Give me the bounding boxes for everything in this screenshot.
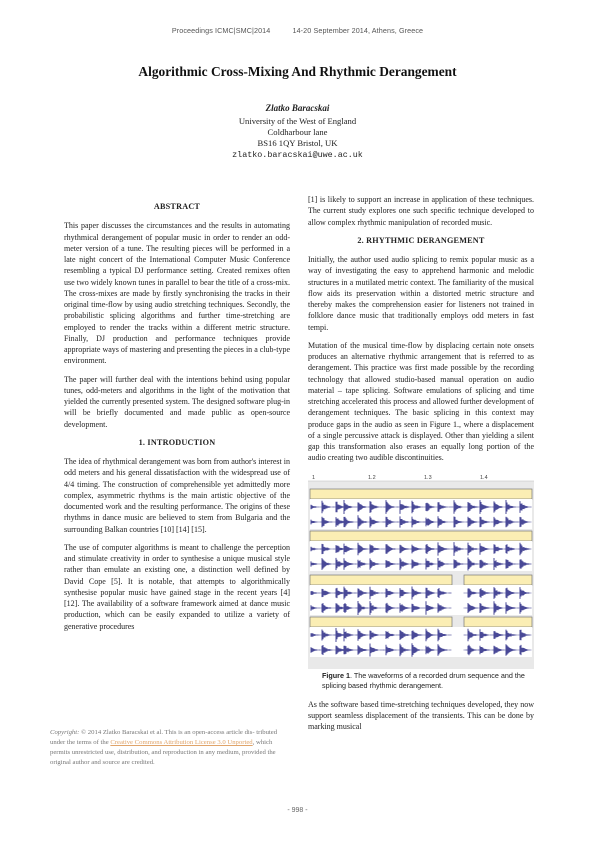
left-column xyxy=(64,198,290,639)
copyright-text: , which permits unrestricted use, distribution, and reproduction in any medium, provided the original author and source are credited. xyxy=(50,739,276,766)
introduction-heading: 1. INTRODUCTION xyxy=(138,437,216,447)
figure-caption-text: . The waveforms of a recorded drum sequence and the splicing based rhythmic derangement. xyxy=(322,670,525,690)
track-lane xyxy=(310,541,532,571)
body-paragraph: [1] is likely to support an increase in application of these techniques. The current study explores one such specific technique developed to allow complex rhythmic manipulation of recorded music. xyxy=(308,195,534,227)
ruler-mark: 1 xyxy=(312,474,316,481)
right-column xyxy=(308,194,534,739)
audio-region-spliced xyxy=(310,575,452,585)
affiliation-block xyxy=(0,116,595,161)
author-name: Zlatko Baracskai xyxy=(265,103,330,113)
ruler-mark: 1.4 xyxy=(480,474,488,481)
figure-caption-label: Figure 1 xyxy=(322,670,350,680)
proceedings-label: Proceedings ICMC|SMC|2014 xyxy=(171,26,271,35)
figure-1 xyxy=(308,471,534,669)
timeline-ruler xyxy=(308,471,534,481)
license-link[interactable]: Creative Commons Attribution License 3.0 Unported xyxy=(110,739,253,746)
abstract-heading: ABSTRACT xyxy=(153,202,201,211)
audio-region-original xyxy=(310,489,532,499)
waveform-figure xyxy=(308,471,534,669)
conference-dates: 14-20 September 2014, Athens, Greece xyxy=(292,26,424,35)
affiliation-line: Coldharbour lane xyxy=(267,127,328,138)
audio-region-original xyxy=(310,531,532,541)
abstract-paragraph: The paper will further deal with the intentions behind using popular tunes, odd-meters and algorithms in the light of the motivation that yielded the currently presented system. The designed software plug-in will be briefly documented and made public as open-source development. xyxy=(64,374,290,429)
track-lane xyxy=(310,627,532,657)
copyright-text: © 2014 Zlatko Baracskai et al. This is an open-access article dis- tributed under the terms of the xyxy=(50,729,278,746)
ruler-mark: 1.3 xyxy=(424,474,432,481)
running-header xyxy=(0,26,595,35)
paper-title: Algorithmic Cross-Mixing And Rhythmic Derangement xyxy=(138,64,457,79)
track-lane xyxy=(310,499,532,529)
page-number: - 998 - xyxy=(287,807,308,814)
track-lane xyxy=(310,585,532,615)
affiliation-line: BS16 1QY Bristol, UK xyxy=(257,138,338,149)
audio-region-spliced xyxy=(464,575,532,585)
body-paragraph: Mutation of the musical time-flow by displacing certain note onsets produces an alternative rhythmic arrangement that is referred to as derangement. This practice was first made possible by the recording technology that allowed studio-based manual operation on audio material – tape splicing. Software emulations of splicing and time stretching accelerated this process and allowed further development of derangement techniques. The basic splicing in this context may produce gaps in the audio as seen in Figure 1., where a displacement of a single percussive attack is displayed. Other than yielding a silent gap this transformation also erases an equally long portion of the audio creating two audible discontinuities. xyxy=(308,340,534,463)
introduction-paragraph: The use of computer algorithms is meant to challenge the perception and stimulate creativity in order to synthesise a unique musical style rather than emulate an existing one, a distinction well defined by David Cope [5]. It is notable, that attempts to algorithmically synthesise popular music have gained stage in the recent years [4] [12]. The availability of a software framework aimed at dance music production, which can be easily expanded to utilize a variety of generative procedures xyxy=(64,542,290,631)
copyright-notice xyxy=(50,728,288,768)
body-paragraph: As the software based time-stretching techniques developed, they now support seamless displacement of the transients. This can be done by marking musical xyxy=(308,699,534,731)
body-paragraph: Initially, the author used audio splicing to remix popular music as a way of investigating the easy to apprehend harmonic and melodic structures in a mutilated metric context. The familiarity of the musical flow aids its preservation within a distorted metric structure and thereby makes the comprehension easier for listeners not trained in folklore dance music that traditionally employs odd meters in fast tempi. xyxy=(308,255,534,332)
section-heading: 2. RHYTHMIC DERANGEMENT xyxy=(357,235,485,245)
author-email: zlatko.baracskai@uwe.ac.uk xyxy=(232,149,363,160)
affiliation-line: University of the West of England xyxy=(238,116,357,126)
figure-caption xyxy=(322,671,534,691)
ruler-mark: 1.2 xyxy=(368,474,376,481)
audio-region-spliced xyxy=(464,617,532,627)
introduction-paragraph: The idea of rhythmical derangement was born from author's interest in odd meters and his general dissatisfaction with the widespread use of 4/4 timing. The construction of comprehensible yet admittedly more complex, asymmetric rhythms is the main artistic objective of the documented work and the resulting performance. The origins of these rhythms in dance music are believed to stem from Bulgaria and the surrounding Balkan countries [10] [14] [15]. xyxy=(64,457,290,534)
abstract-paragraph: This paper discusses the circumstances and the results in automating rhythmical derangement of popular music in order to render an odd-meter version of a tune. The resulting pieces will be performed in a late night concert of the International Computer Music Conference resembling a typical DJ performance setting. Created remixes often use two widely known tunes in parallel to bear the title of a cross-mix. The cross-mixes are made by firstly synchronising the tracks in their original time-flow by using audio stretching techniques. Secondly, the probabilistic splicing algorithms and further time-stretching are employed to render the tracks within a different metric structure. Finally, DJ production and performance techniques provide appropriate ways of mastering and presenting the pieces in a club-type environment. xyxy=(64,221,290,366)
copyright-label: Copyright: xyxy=(50,729,80,736)
audio-region-spliced xyxy=(310,617,452,627)
